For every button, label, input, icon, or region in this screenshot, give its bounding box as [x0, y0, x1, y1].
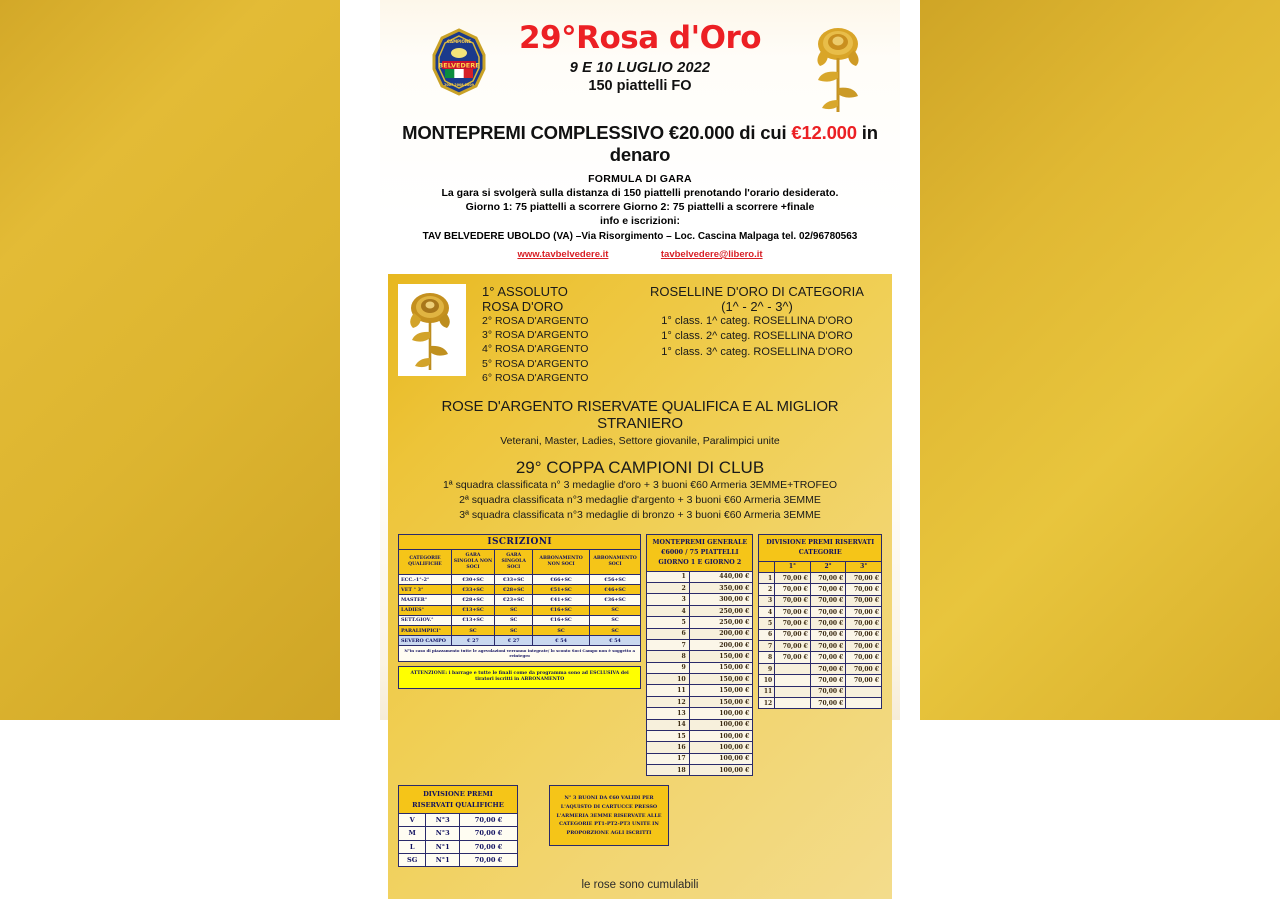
table-row — [647, 742, 753, 753]
table-cell: 10 — [759, 675, 775, 686]
table-row — [647, 662, 753, 673]
rank-cell: 12 — [647, 696, 689, 707]
reserved-roses-subtitle: Veterani, Master, Ladies, Settore giovanile, Paralimpici unite — [500, 434, 780, 447]
table-cell — [775, 697, 811, 708]
rank-cell: 8 — [647, 651, 689, 662]
table-cell: € 54 — [589, 636, 641, 646]
rank-cell: 3 — [647, 594, 689, 605]
table-cell: 70,00 € — [775, 584, 811, 595]
coppa-line: 1ª squadra classificata n° 3 medaglie d'oro + 3 buoni €60 Armeria 3EMME+TROFEO — [442, 478, 838, 491]
table-cell: €16+SC — [533, 605, 589, 615]
absolute-item: 3° ROSA D'ARGENTO — [482, 329, 589, 342]
table-cell: 70,00 € — [460, 813, 518, 826]
table-cell: 6 — [759, 629, 775, 640]
coppa-title: 29° COPPA CAMPIONI DI CLUB — [515, 457, 765, 477]
belvedere-club-logo-icon — [428, 28, 490, 96]
table-cell: 70,00 € — [775, 652, 811, 663]
table-row — [759, 663, 882, 674]
rank-cell: 11 — [647, 685, 689, 696]
table-row — [647, 719, 753, 730]
rank-cell: 9 — [647, 662, 689, 673]
table-cell: 3 — [759, 595, 775, 606]
tables-row — [398, 534, 882, 777]
formula-line-3: info e iscrizioni: — [600, 215, 680, 227]
table-cell: SETT.GIOV.° — [399, 615, 452, 625]
page-margin-left — [340, 0, 380, 720]
table-header-row — [759, 561, 882, 572]
table-cell: 70,00 € — [810, 697, 846, 708]
table-row — [647, 685, 753, 696]
iscrizioni-block — [398, 534, 641, 690]
column-header: 1° — [775, 561, 811, 572]
table-row — [399, 840, 518, 853]
column-header: ABBONAMENTO NON SOCI — [533, 549, 589, 575]
footer-note: le rose sono cumulabili — [581, 879, 699, 892]
table-cell: 70,00 € — [846, 595, 882, 606]
montepremi-generale-table — [646, 534, 753, 777]
table-cell: €46+SC — [589, 585, 641, 595]
table-cell: 70,00 € — [775, 572, 811, 583]
table-row — [647, 708, 753, 719]
table-cell: SEVERO CAMPO — [399, 636, 452, 646]
table-cell: 70,00 € — [775, 595, 811, 606]
category-title: ROSELLINE D'ORO DI CATEGORIA — [650, 284, 864, 299]
table-row — [647, 639, 753, 650]
formula-line-1: La gara si svolgerà sulla distanza di 150 piattelli prenotando l'orario desiderato. — [441, 187, 839, 199]
amount-cell: 150,00 € — [689, 662, 753, 673]
table-cell: €56+SC — [589, 575, 641, 585]
amount-cell: 250,00 € — [689, 605, 753, 616]
montepremi-amount-highlight: €12.000 — [791, 122, 857, 143]
svg-text:CAMPIONE: CAMPIONE — [447, 39, 471, 44]
table-cell: 2 — [759, 584, 775, 595]
table-cell: 70,00 € — [846, 641, 882, 652]
table-cell: 70,00 € — [846, 606, 882, 617]
table-row — [759, 686, 882, 697]
table-header-row — [399, 549, 641, 575]
table-cell: 70,00 € — [810, 595, 846, 606]
poster-header — [380, 0, 900, 118]
table-row — [399, 813, 518, 826]
table-cell: 70,00 € — [810, 618, 846, 629]
amount-cell: 100,00 € — [689, 708, 753, 719]
table-row — [399, 605, 641, 615]
bottom-tables-row — [398, 785, 882, 867]
table-cell — [775, 686, 811, 697]
table-row — [759, 606, 882, 617]
table-cell: SG — [399, 854, 426, 867]
table-row — [759, 697, 882, 708]
amount-cell: 300,00 € — [689, 594, 753, 605]
table-row — [759, 584, 882, 595]
rank-cell: 7 — [647, 639, 689, 650]
table-cell: 7 — [759, 641, 775, 652]
table-row — [399, 854, 518, 867]
amount-cell: 100,00 € — [689, 765, 753, 776]
table-cell: 70,00 € — [846, 572, 882, 583]
premi-categorie-table — [758, 534, 882, 710]
table-cell: €23+SC — [495, 595, 533, 605]
svg-text:2007 2008 2009: 2007 2008 2009 — [444, 83, 474, 87]
table-cell: 8 — [759, 652, 775, 663]
absolute-item: 2° ROSA D'ARGENTO — [482, 315, 589, 327]
rose-photo — [398, 284, 466, 376]
table-cell: 70,00 € — [775, 641, 811, 652]
table-cell: €66+SC — [533, 575, 589, 585]
table-row — [399, 827, 518, 840]
column-header: 3° — [846, 561, 882, 572]
table-row — [647, 696, 753, 707]
montepremi-suffix: in denaro — [609, 122, 878, 165]
table-cell: N°3 — [426, 827, 460, 840]
formula-line-2: Giorno 1: 75 piattelli a scorrere Giorno 2: 75 piattelli a scorrere +finale — [465, 201, 815, 213]
page-margin-right — [900, 0, 920, 720]
table-cell: N°1 — [426, 854, 460, 867]
iscrizioni-table — [398, 534, 641, 662]
table-cell: 70,00 € — [460, 854, 518, 867]
coppa-line: 3ª squadra classificata n°3 medaglie di bronzo + 3 buoni €60 Armeria 3EMME — [459, 509, 821, 522]
rank-cell: 18 — [647, 765, 689, 776]
category-subtitle: (1^ - 2^ - 3^) — [721, 299, 793, 314]
table-row — [399, 595, 641, 605]
category-item: 1° class. 3^ categ. ROSELLINA D'ORO — [661, 345, 853, 358]
amount-cell: 200,00 € — [689, 639, 753, 650]
rank-cell: 10 — [647, 674, 689, 685]
table-cell: 70,00 € — [846, 584, 882, 595]
formula-title: FORMULA DI GARA — [588, 173, 692, 185]
table-cell: VET ° 3° — [399, 585, 452, 595]
table-cell: 70,00 € — [775, 606, 811, 617]
rank-cell: 1 — [647, 571, 689, 582]
table-cell: SC — [589, 626, 641, 636]
category-prizes-column — [632, 284, 882, 385]
column-header: GARA SINGOLA NON SOCI — [451, 549, 494, 575]
website-link[interactable]: www.tavbelvedere.it — [517, 249, 609, 260]
table-cell: N°3 — [426, 813, 460, 826]
premi-qualifiche-caption: DIVISIONE PREMI RISERVATI QUALIFICHE — [399, 786, 518, 813]
table-cell: M — [399, 827, 426, 840]
table-cell: 70,00 € — [846, 663, 882, 674]
table-cell: 70,00 € — [460, 840, 518, 853]
amount-cell: 150,00 € — [689, 674, 753, 685]
table-cell: 12 — [759, 697, 775, 708]
table-cell: SC — [495, 605, 533, 615]
page-title: 29°Rosa d'Oro — [518, 20, 762, 56]
table-note-row — [399, 646, 641, 661]
category-item: 1° class. 1^ categ. ROSELLINA D'ORO — [661, 315, 853, 327]
table-row — [647, 753, 753, 764]
table-cell: SC — [495, 615, 533, 625]
table-cell: 70,00 € — [810, 584, 846, 595]
table-row — [647, 651, 753, 662]
table-cell: € 54 — [533, 636, 589, 646]
premi-qualifiche-table — [398, 785, 518, 867]
table-cell: €13+SC — [451, 615, 494, 625]
table-cell: V — [399, 813, 426, 826]
amount-cell: 150,00 € — [689, 651, 753, 662]
table-cell: 70,00 € — [846, 629, 882, 640]
column-header: CATEGORIE QUALIFICHE — [399, 549, 452, 575]
table-row — [647, 730, 753, 741]
table-row — [399, 636, 641, 646]
table-row — [759, 618, 882, 629]
table-row — [759, 572, 882, 583]
table-cell: 70,00 € — [810, 686, 846, 697]
table-cell: SC — [451, 626, 494, 636]
montepremi-generale-block — [646, 534, 753, 777]
rank-cell: 15 — [647, 730, 689, 741]
event-discipline: 150 piattelli FO — [588, 77, 692, 94]
table-cell: 70,00 € — [810, 606, 846, 617]
table-cell: €13+SC — [451, 605, 494, 615]
absolute-item: 4° ROSA D'ARGENTO — [482, 343, 589, 356]
rank-cell: 2 — [647, 583, 689, 594]
table-cell: €16+SC — [533, 615, 589, 625]
table-cell: €33+SC — [451, 585, 494, 595]
table-cell: 70,00 € — [460, 827, 518, 840]
table-row — [399, 585, 641, 595]
contact-line: TAV BELVEDERE UBOLDO (VA) –Via Risorgimento – Loc. Cascina Malpaga tel. 02/96780563 — [422, 231, 858, 242]
background-band-left — [0, 0, 340, 720]
background-band-right — [920, 0, 1280, 720]
table-row — [399, 626, 641, 636]
table-cell — [775, 663, 811, 674]
table-cell: SC — [589, 605, 641, 615]
category-item: 1° class. 2^ categ. ROSELLINA D'ORO — [661, 330, 853, 343]
premi-categorie-block — [758, 534, 882, 710]
rank-cell: 17 — [647, 753, 689, 764]
amount-cell: 100,00 € — [689, 742, 753, 753]
table-cell: €41+SC — [533, 595, 589, 605]
amount-cell: 250,00 € — [689, 617, 753, 628]
table-cell — [775, 675, 811, 686]
table-cell: 70,00 € — [810, 629, 846, 640]
rank-cell: 5 — [647, 617, 689, 628]
table-cell: 4 — [759, 606, 775, 617]
table-row — [759, 652, 882, 663]
amount-cell: 100,00 € — [689, 753, 753, 764]
svg-text:BELVEDERE: BELVEDERE — [438, 61, 480, 70]
table-cell: SC — [495, 626, 533, 636]
table-row — [647, 583, 753, 594]
table-cell — [846, 686, 882, 697]
reserved-roses-title: ROSE D'ARGENTO RISERVATE QUALIFICA E AL MIGLIOR STRANIERO — [441, 397, 839, 432]
table-cell: 1 — [759, 572, 775, 583]
iscrizioni-caption: ISCRIZIONI — [399, 534, 641, 549]
amount-cell: 200,00 € — [689, 628, 753, 639]
absolute-item: 5° ROSA D'ARGENTO — [482, 357, 589, 370]
table-cell: € 27 — [495, 636, 533, 646]
coppa-line: 2ª squadra classificata n°3 medaglie d'argento + 3 buoni €60 Armeria 3EMME — [459, 494, 821, 507]
table-cell: 70,00 € — [846, 675, 882, 686]
prizes-top-row — [398, 284, 882, 385]
table-cell: 70,00 € — [846, 618, 882, 629]
table-cell: 70,00 € — [810, 652, 846, 663]
table-cell: €51+SC — [533, 585, 589, 595]
montepremi-caption: MONTEPREMI GENERALE €6000 / 75 PIATTELLI GIORNO 1 E GIORNO 2 — [647, 534, 753, 571]
table-cell: 9 — [759, 663, 775, 674]
premi-categorie-caption: DIVISIONE PREMI RISERVATI CATEGORIE — [759, 534, 882, 561]
table-cell: 70,00 € — [846, 652, 882, 663]
table-cell: €28+SC — [451, 595, 494, 605]
absolute-title-1: 1° ASSOLUTO — [482, 284, 568, 299]
attention-notice: ATTENZIONE: i barrage e tutte le finali come da programma sono ad ESCLUSIVA dei tiratori iscritti in ABBONAMENTO — [398, 666, 641, 690]
table-cell: N°1 — [426, 840, 460, 853]
table-cell: PARALIMPICI° — [399, 626, 452, 636]
table-cell: €33+SC — [495, 575, 533, 585]
rank-cell: 13 — [647, 708, 689, 719]
table-cell: 70,00 € — [775, 629, 811, 640]
table-row — [647, 571, 753, 582]
table-cell: 70,00 € — [775, 618, 811, 629]
montepremi-headline — [380, 122, 900, 166]
table-row — [399, 575, 641, 585]
table-row — [647, 605, 753, 616]
absolute-title-2: ROSA D'ORO — [482, 299, 564, 314]
table-row — [647, 674, 753, 685]
table-cell: ECC.-1°-2° — [399, 575, 452, 585]
table-cell: €28+SC — [495, 585, 533, 595]
amount-cell: 150,00 € — [689, 696, 753, 707]
absolute-item: 6° ROSA D'ARGENTO — [482, 371, 589, 384]
rank-cell: 6 — [647, 628, 689, 639]
table-row — [399, 615, 641, 625]
golden-rose-icon — [800, 20, 872, 116]
table-cell: SC — [589, 615, 641, 625]
table-row — [647, 628, 753, 639]
amount-cell: 440,00 € — [689, 571, 753, 582]
rank-cell: 16 — [647, 742, 689, 753]
table-row — [759, 595, 882, 606]
buoni-cartucce-notice: N° 3 BUONI DA €60 VALIDI PER L'AQUISTO DI CARTUCCE PRESSO L'ARMERIA 3EMME RISERVATE ALLE CATEGORIE PT1-PT2-PT3 UNITE IN PROPORZIONE AGLI ISCRITTI — [549, 785, 669, 846]
table-cell: 70,00 € — [810, 675, 846, 686]
table-cell: 5 — [759, 618, 775, 629]
table-row — [759, 629, 882, 640]
amount-cell: 100,00 € — [689, 730, 753, 741]
montepremi-prefix: MONTEPREMI COMPLESSIVO €20.000 di cui — [402, 122, 792, 143]
column-header — [759, 561, 775, 572]
table-cell: LADIES° — [399, 605, 452, 615]
table-cell: 70,00 € — [810, 663, 846, 674]
table-cell: 11 — [759, 686, 775, 697]
table-cell: €30+SC — [451, 575, 494, 585]
table-row — [647, 594, 753, 605]
table-row — [759, 675, 882, 686]
table-cell: MASTER° — [399, 595, 452, 605]
poster-sheet — [380, 0, 900, 892]
table-row — [759, 641, 882, 652]
table-row — [647, 765, 753, 776]
column-header: ABBONAMENTO SOCI — [589, 549, 641, 575]
table-cell: €36+SC — [589, 595, 641, 605]
rank-cell: 4 — [647, 605, 689, 616]
absolute-prizes-column — [474, 284, 624, 385]
column-header: GARA SINGOLA SOCI — [495, 549, 533, 575]
title-block — [500, 22, 780, 94]
prizes-panel — [388, 274, 892, 899]
column-header: 2° — [810, 561, 846, 572]
table-cell: 70,00 € — [810, 572, 846, 583]
amount-cell: 150,00 € — [689, 685, 753, 696]
iscrizioni-note: N°in caso di piazzamento tutte le agevolazioni verranno integrate/ lo sconto Soci Campo non è soggetto a reintegro — [399, 646, 641, 661]
table-cell: 70,00 € — [810, 641, 846, 652]
table-cell — [846, 697, 882, 708]
amount-cell: 100,00 € — [689, 719, 753, 730]
premi-qualifiche-block — [398, 785, 518, 867]
rank-cell: 14 — [647, 719, 689, 730]
table-cell: € 27 — [451, 636, 494, 646]
table-cell: SC — [533, 626, 589, 636]
event-date: 9 E 10 LUGLIO 2022 — [569, 59, 711, 76]
table-cell: L — [399, 840, 426, 853]
links-row — [380, 244, 900, 262]
table-row — [647, 617, 753, 628]
amount-cell: 350,00 € — [689, 583, 753, 594]
email-link[interactable]: tavbelvedere@libero.it — [660, 249, 763, 260]
